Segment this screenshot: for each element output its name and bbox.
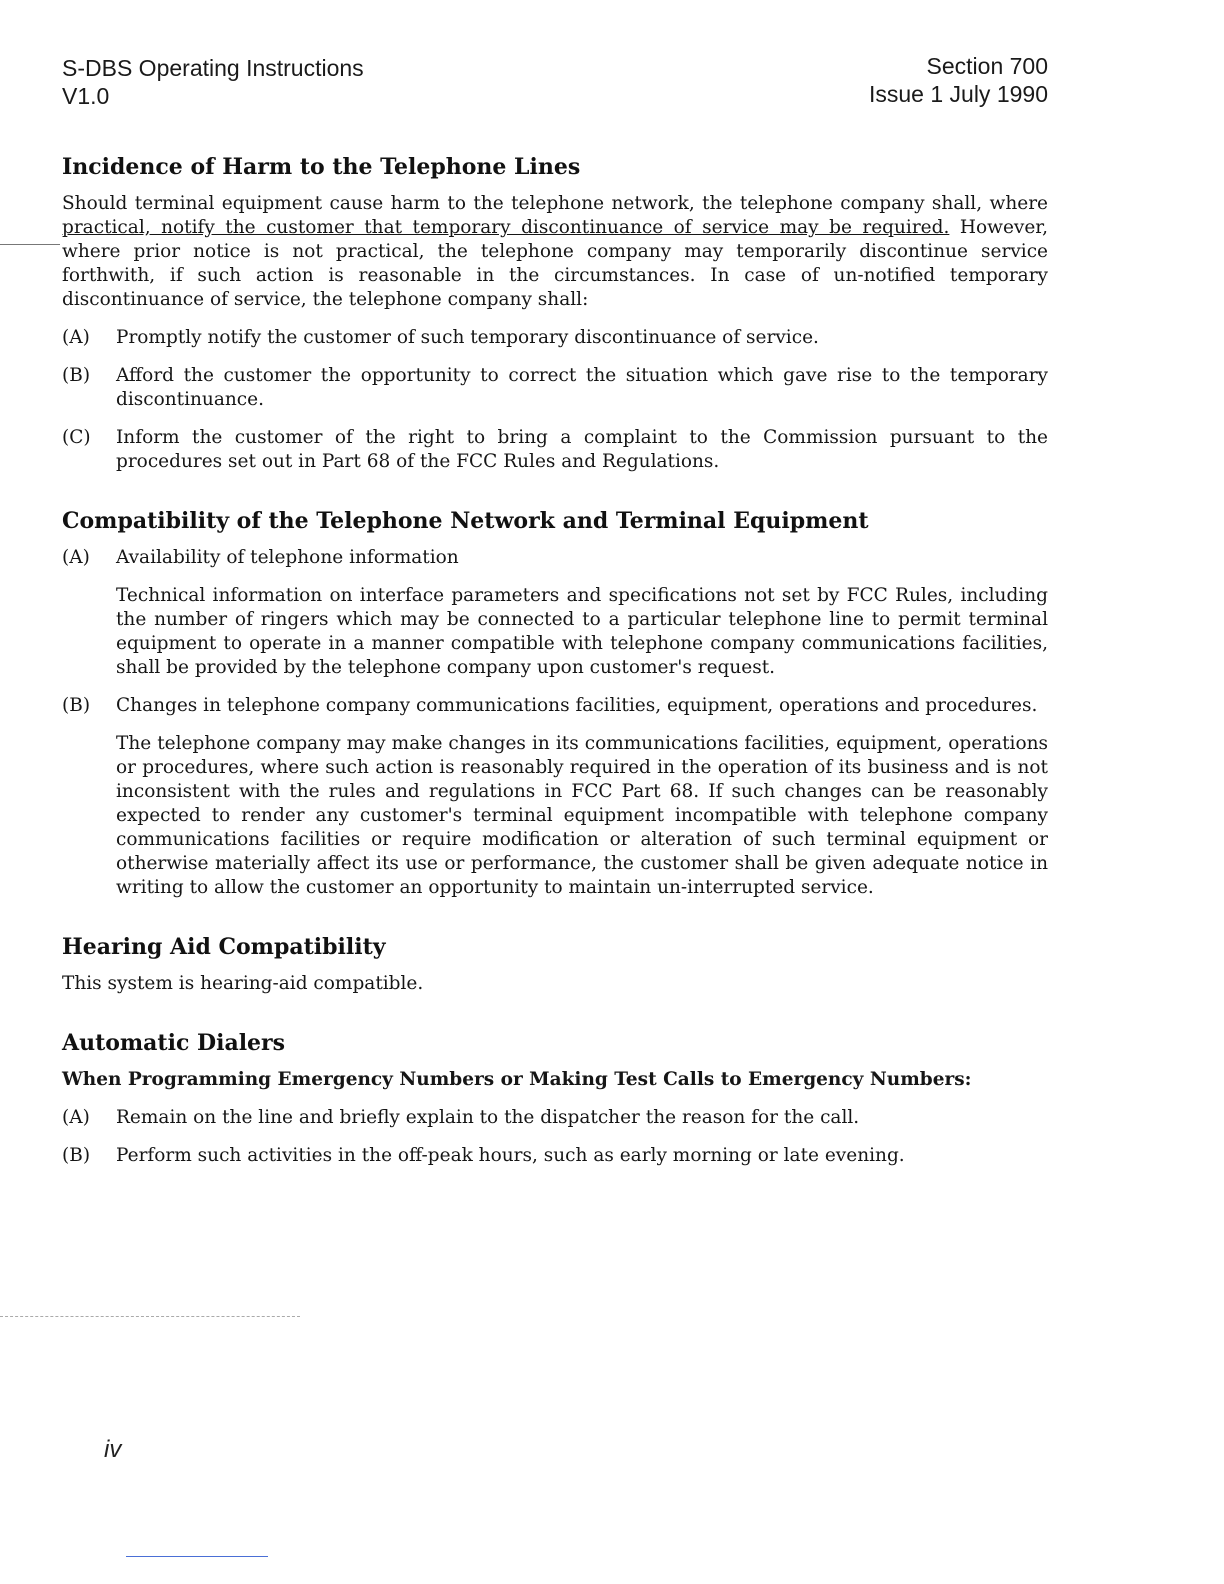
hearing-text: This system is hearing-aid compatible.	[62, 973, 424, 994]
harm-item	[62, 426, 1048, 474]
harm-item	[62, 364, 1048, 412]
item-label: (A)	[62, 327, 90, 348]
scan-divider	[0, 1316, 300, 1318]
harm-intro-underlined: practical, notify the customer that temporary discontinuance of service may be required.	[62, 217, 950, 238]
bottom-rule	[126, 1556, 268, 1557]
item-title: Availability of telephone information	[116, 547, 459, 568]
harm-heading: Incidence of Harm to the Telephone Lines	[62, 154, 581, 180]
dialers-item	[62, 1106, 1048, 1130]
issue-date: Issue 1 July 1990	[868, 81, 1048, 107]
item-label: (B)	[62, 695, 91, 716]
header-right	[869, 52, 1048, 108]
header-left	[62, 54, 364, 110]
compat-item	[62, 546, 1048, 680]
item-label: (C)	[62, 427, 91, 448]
item-label: (A)	[62, 1107, 90, 1128]
item-text: Perform such activities in the off-peak hours, such as early morning or late evening.	[116, 1145, 905, 1166]
item-label: (B)	[62, 365, 91, 386]
item-body: Technical information on interface parameters and specifications not set by FCC Rules, including the number of ringers which may be connected to a particular telephone line to permit terminal equipment to operate in a manner compatible with telephone company communications facilities, shall be provided by the telephone company upon customer's request.	[116, 585, 1048, 678]
item-title: Changes in telephone company communications facilities, equipment, operations and procedures.	[116, 695, 1038, 716]
item-text: Remain on the line and briefly explain to the dispatcher the reason for the call.	[116, 1107, 860, 1128]
document-version: V1.0	[62, 83, 110, 109]
document-body	[62, 152, 1048, 1182]
hearing-heading: Hearing Aid Compatibility	[62, 934, 386, 960]
dialers-heading: Automatic Dialers	[62, 1030, 286, 1056]
harm-intro	[62, 192, 1048, 312]
page-number: iv	[104, 1436, 122, 1463]
dialers-subheading: When Programming Emergency Numbers or Making Test Calls to Emergency Numbers:	[62, 1069, 972, 1090]
item-label: (A)	[62, 547, 90, 568]
harm-intro-part-1: Should terminal equipment cause harm to the telephone network, the telephone company shall, where	[62, 193, 1048, 214]
dialers-item	[62, 1144, 1048, 1168]
compat-heading: Compatibility of the Telephone Network and Terminal Equipment	[62, 508, 869, 534]
compat-item	[62, 694, 1048, 900]
section-number: Section 700	[926, 53, 1048, 79]
item-label: (B)	[62, 1145, 91, 1166]
harm-intro-part-2: However, where prior notice is not practical, the telephone company may temporarily discontinue service forthwith, if such action is reasonable in the circumstances. In case of un-notified temporary discontinuance of service, the telephone company shall:	[62, 217, 1048, 310]
item-text: Inform the customer of the right to bring a complaint to the Commission pursuant to the procedures set out in Part 68 of the FCC Rules and Regulations.	[116, 427, 1048, 472]
item-text: Afford the customer the opportunity to correct the situation which gave rise to the temporary discontinuance.	[116, 365, 1048, 410]
margin-mark	[0, 244, 60, 245]
harm-item	[62, 326, 1048, 350]
item-text: Promptly notify the customer of such temporary discontinuance of service.	[116, 327, 819, 348]
item-body: The telephone company may make changes in its communications facilities, equipment, operations or procedures, where such action is reasonably required in the operation of its business and is not inconsistent with the rules and regulations in FCC Part 68. If such changes can be reasonably expected to render any customer's terminal equipment incompatible with telephone company communications facilities or require modification or alteration of such terminal equipment or otherwise materially affect its use or performance, the customer shall be given adequate notice in writing to allow the customer an opportunity to maintain un-interrupted service.	[116, 733, 1048, 898]
document-title: S-DBS Operating Instructions	[62, 55, 364, 81]
